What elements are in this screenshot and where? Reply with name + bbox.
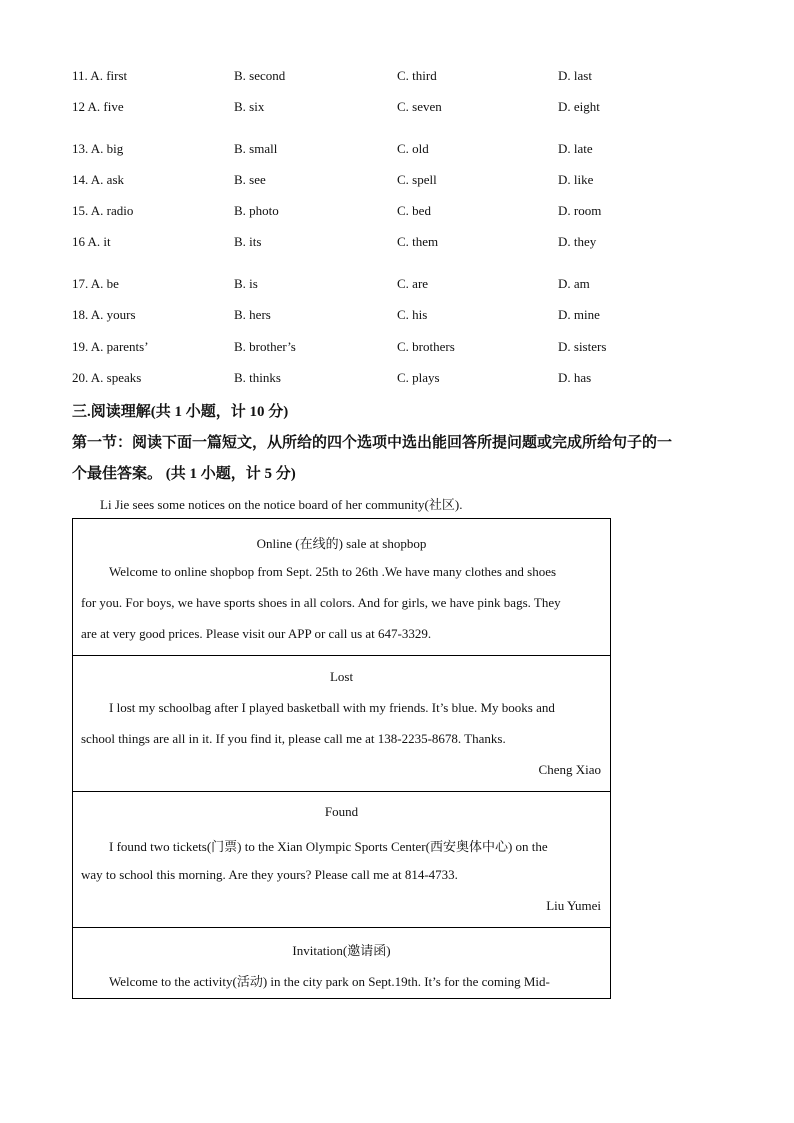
notice-line: for you. For boys, we have sports shoes in all colors. And for girls, we have pink bags. They [81, 595, 561, 610]
option-b: B. brother’s [234, 339, 296, 354]
option-d: D. late [558, 141, 593, 156]
option-d: D. eight [558, 99, 600, 114]
option-c: C. bed [397, 203, 431, 218]
question-row-15 [72, 203, 712, 223]
notice-line: I lost my schoolbag after I played basketball with my friends. It’s blue. My books and [109, 700, 555, 715]
option-a: 14. A. ask [72, 172, 124, 187]
option-a: 16 A. it [72, 234, 111, 249]
notice-invitation [73, 927, 610, 998]
question-row-20 [72, 370, 712, 390]
passage-intro: Li Jie sees some notices on the notice board of her community(社区). [100, 497, 463, 512]
option-b: B. small [234, 141, 278, 156]
question-row-13 [72, 141, 712, 161]
option-b: B. see [234, 172, 266, 187]
notice-title: Lost [329, 669, 354, 684]
question-row-14 [72, 172, 712, 192]
subsection-instruction-line-1: 第一节：阅读下面一篇短文，从所给的四个选项中选出能回答所提问题或完成所给句子的一 [72, 435, 673, 451]
subsection-instruction-line-2: 个最佳答案。 (共 1 小题，计 5 分) [72, 466, 296, 482]
notice-line: I found two tickets(门票) to the Xian Olympic Sports Center(西安奥体中心) on the [109, 839, 548, 854]
option-b: B. second [234, 68, 286, 83]
notice-title: Found [324, 804, 359, 819]
option-d: D. sisters [558, 339, 607, 354]
option-a: 19. A. parents’ [72, 339, 149, 354]
option-d: D. room [558, 203, 602, 218]
question-row-16 [72, 234, 712, 254]
notice-lost [73, 655, 610, 791]
notice-signature: Cheng Xiao [538, 762, 601, 777]
option-b: B. thinks [234, 370, 281, 385]
notice-found [73, 791, 610, 927]
option-c: C. brothers [397, 339, 455, 354]
option-b: B. six [234, 99, 265, 114]
notice-signature: Liu Yumei [546, 898, 601, 913]
option-c: C. seven [397, 99, 442, 114]
option-a: 12 A. five [72, 99, 124, 114]
notice-line: Welcome to the activity(活动) in the city park on Sept.19th. It’s for the coming Mid- [109, 974, 550, 989]
option-c: C. plays [397, 370, 440, 385]
question-row-18 [72, 307, 712, 327]
option-b: B. is [234, 276, 258, 291]
option-c: C. spell [397, 172, 437, 187]
notice-title: Online (在线的) sale at shopbop [256, 536, 427, 551]
notice-line: are at very good prices. Please visit our APP or call us at 647-3329. [81, 626, 432, 641]
option-d: D. they [558, 234, 597, 249]
option-a: 15. A. radio [72, 203, 134, 218]
notice-online-sale [73, 519, 610, 655]
option-a: 20. A. speaks [72, 370, 142, 385]
notice-title: Invitation(邀请函) [292, 943, 391, 958]
option-d: D. like [558, 172, 594, 187]
question-row-19 [72, 339, 712, 359]
option-d: D. last [558, 68, 592, 83]
option-a: 11. A. first [72, 68, 128, 83]
section-heading: 三.阅读理解(共 1 小题，计 10 分) [72, 404, 289, 420]
option-c: C. third [397, 68, 437, 83]
question-row-17 [72, 276, 712, 296]
option-c: C. old [397, 141, 429, 156]
option-d: D. has [558, 370, 592, 385]
option-c: C. his [397, 307, 428, 322]
option-a: 17. A. be [72, 276, 119, 291]
notice-line: school things are all in it. If you find it, please call me at 138-2235-8678. Thanks. [81, 731, 506, 746]
option-d: D. mine [558, 307, 600, 322]
option-b: B. photo [234, 203, 279, 218]
option-d: D. am [558, 276, 590, 291]
notice-board-table [72, 518, 611, 999]
option-a: 18. A. yours [72, 307, 136, 322]
question-row-11 [72, 68, 712, 88]
question-row-12 [72, 99, 712, 119]
option-b: B. its [234, 234, 262, 249]
notice-line: Welcome to online shopbop from Sept. 25th to 26th .We have many clothes and shoes [109, 564, 557, 579]
option-a: 13. A. big [72, 141, 124, 156]
option-b: B. hers [234, 307, 271, 322]
option-c: C. them [397, 234, 439, 249]
notice-line: way to school this morning. Are they yours? Please call me at 814-4733. [81, 867, 458, 882]
option-c: C. are [397, 276, 429, 291]
